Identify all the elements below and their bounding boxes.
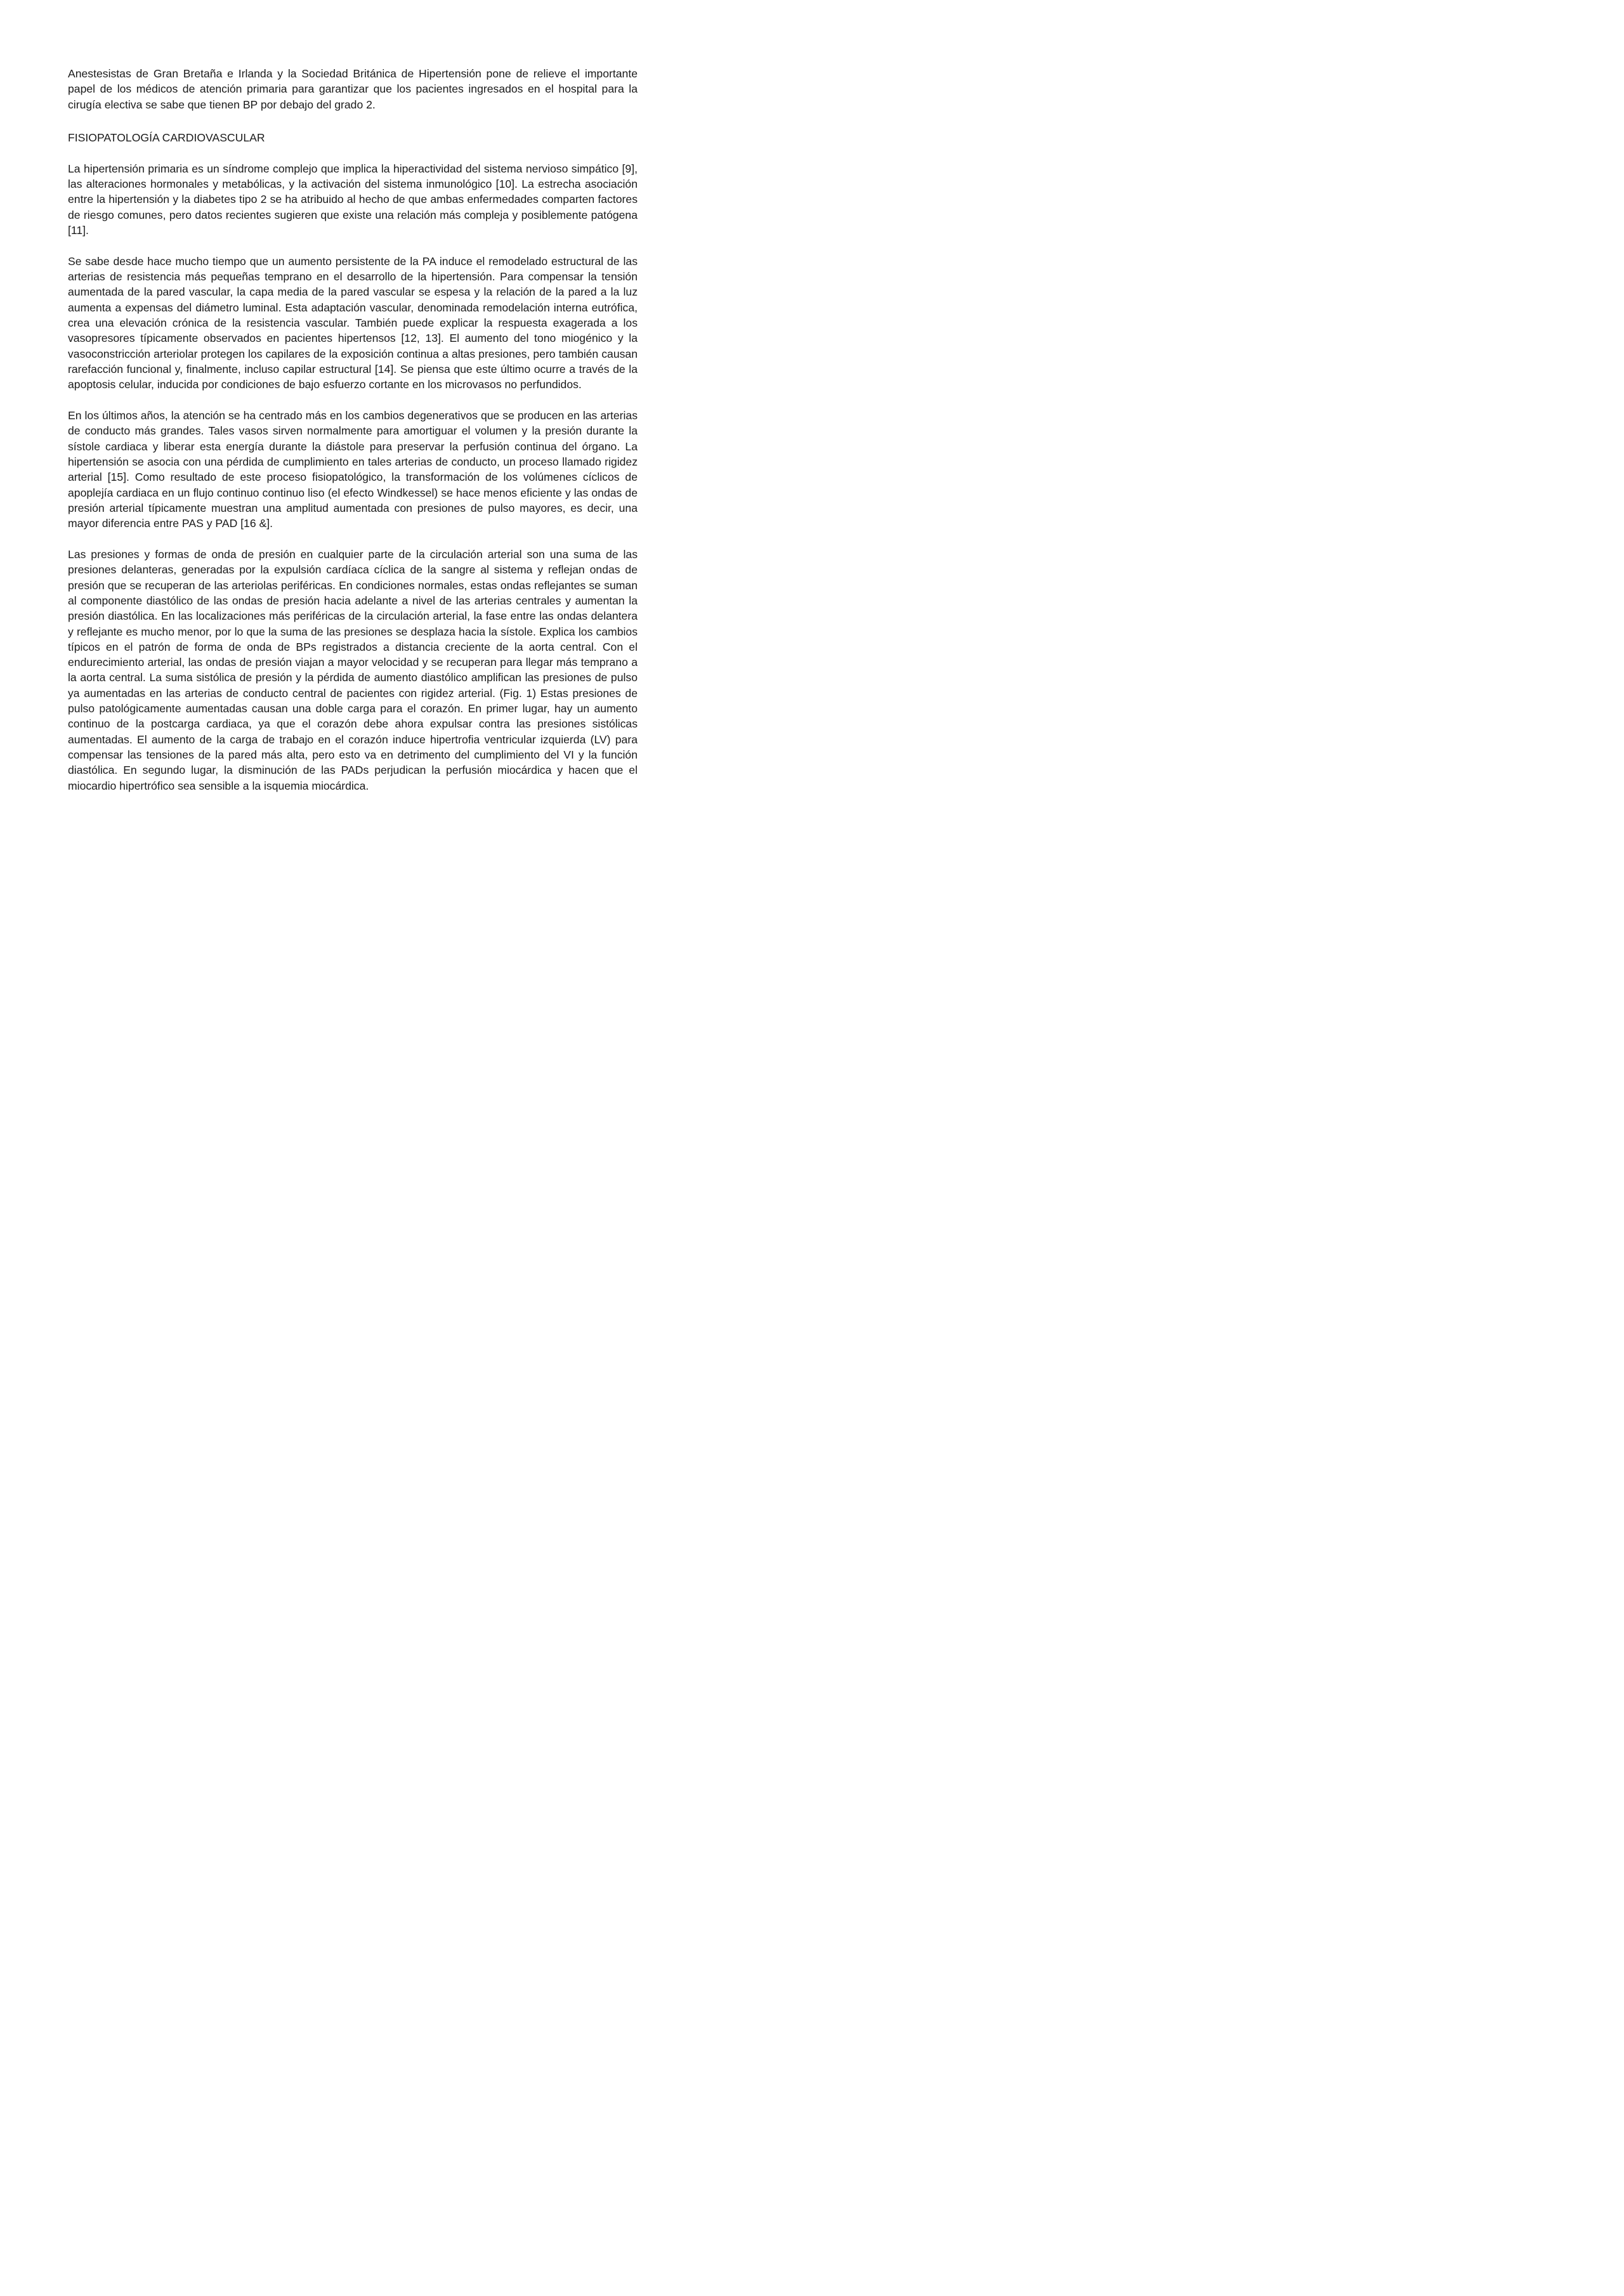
section-heading: FISIOPATOLOGÍA CARDIOVASCULAR: [68, 131, 265, 144]
document-page: [68, 66, 638, 809]
intro-paragraph: Anestesistas de Gran Bretaña e Irlanda y la Sociedad Británica de Hipertensión pone de relieve el importante papel de los médicos de atención primaria para garantizar que los pacientes ingresados en el hospital para la cirugía electiva se sabe que tienen BP por debajo del grado 2.: [68, 67, 638, 111]
body-paragraph-1: La hipertensión primaria es un síndrome complejo que implica la hiperactividad del sistema nervioso simpático [9], las alteraciones hormonales y metabólicas, y la activación del sistema inmunológico [10]. La estrecha asociación entre la hipertensión y la diabetes tipo 2 se ha atribuido al hecho de que ambas enfermedades comparten factores de riesgo comunes, pero datos recientes sugieren que existe una relación más compleja y posiblemente patógena [11].: [68, 162, 638, 237]
body-paragraph-2: Se sabe desde hace mucho tiempo que un aumento persistente de la PA induce el remodelado estructural de las arterias de resistencia más pequeñas temprano en el desarrollo de la hipertensión. Para compensar la tensión aumentada de la pared vascular, la capa media de la pared vascular se espesa y la relación de la pared a la luz aumenta a expensas del diámetro luminal. Esta adaptación vascular, denominada remodelación interna eutrófica, crea una elevación crónica de la resistencia vascular. También puede explicar la respuesta exagerada a los vasopresores típicamente observados en pacientes hipertensos [12, 13]. El aumento del tono miogénico y la vasoconstricción arteriolar protegen los capilares de la exposición continua a altas presiones, pero también causan rarefacción funcional y, finalmente, incluso capilar estructural [14]. Se piensa que este último ocurre a través de la apoptosis celular, inducida por condiciones de bajo esfuerzo cortante en los microvasos no perfundidos.: [68, 254, 638, 391]
body-paragraph-3: En los últimos años, la atención se ha centrado más en los cambios degenerativos que se producen en las arterias de conducto más grandes. Tales vasos sirven normalmente para amortiguar el volumen y la presión durante la sístole cardiaca y liberar esta energía durante la diástole para preservar la perfusión continua del órgano. La hipertensión se asocia con una pérdida de cumplimiento en tales arterias de conducto, un proceso llamado rigidez arterial [15]. Como resultado de este proceso fisiopatológico, la transformación de los volúmenes cíclicos de apoplejía cardiaca en un flujo continuo continuo liso (el efecto Windkessel) se hace menos eficiente y las ondas de presión arterial típicamente muestran una amplitud aumentada con presiones de pulso mayores, es decir, una mayor diferencia entre PAS y PAD [16 &].: [68, 409, 638, 530]
body-paragraph-4: Las presiones y formas de onda de presión en cualquier parte de la circulación arterial son una suma de las presiones delanteras, generadas por la expulsión cardíaca cíclica de la sangre al sistema y reflejan ondas de presión que se recuperan de las arteriolas periféricas. En condiciones normales, estas ondas reflejantes se suman al componente diastólico de las ondas de presión hacia adelante a nivel de las arterias centrales y aumentan la presión diastólica. En las localizaciones más periféricas de la circulación arterial, la fase entre las ondas delantera y reflejante es mucho menor, por lo que la suma de las presiones se desplaza hacia la sístole. Explica los cambios típicos en el patrón de forma de onda de BPs registrados a distancia creciente de la aorta central. Con el endurecimiento arterial, las ondas de presión viajan a mayor velocidad y se recuperan para llegar más temprano a la aorta central. La suma sistólica de presión y la pérdida de aumento diastólico amplifican las presiones de pulso ya aumentadas en las arterias de conducto central de pacientes con rigidez arterial. (Fig. 1) Estas presiones de pulso patológicamente aumentadas causan una doble carga para el corazón. En primer lugar, hay un aumento continuo de la postcarga cardiaca, ya que el corazón debe ahora expulsar contra las presiones sistólicas aumentadas. El aumento de la carga de trabajo en el corazón induce hipertrofia ventricular izquierda (LV) para compensar las tensiones de la pared más alta, pero esto va en detrimento del cumplimiento del VI y la función diastólica. En segundo lugar, la disminución de las PADs perjudican la perfusión miocárdica y hacen que el miocardio hipertrófico sea sensible a la isquemia miocárdica.: [68, 548, 638, 792]
